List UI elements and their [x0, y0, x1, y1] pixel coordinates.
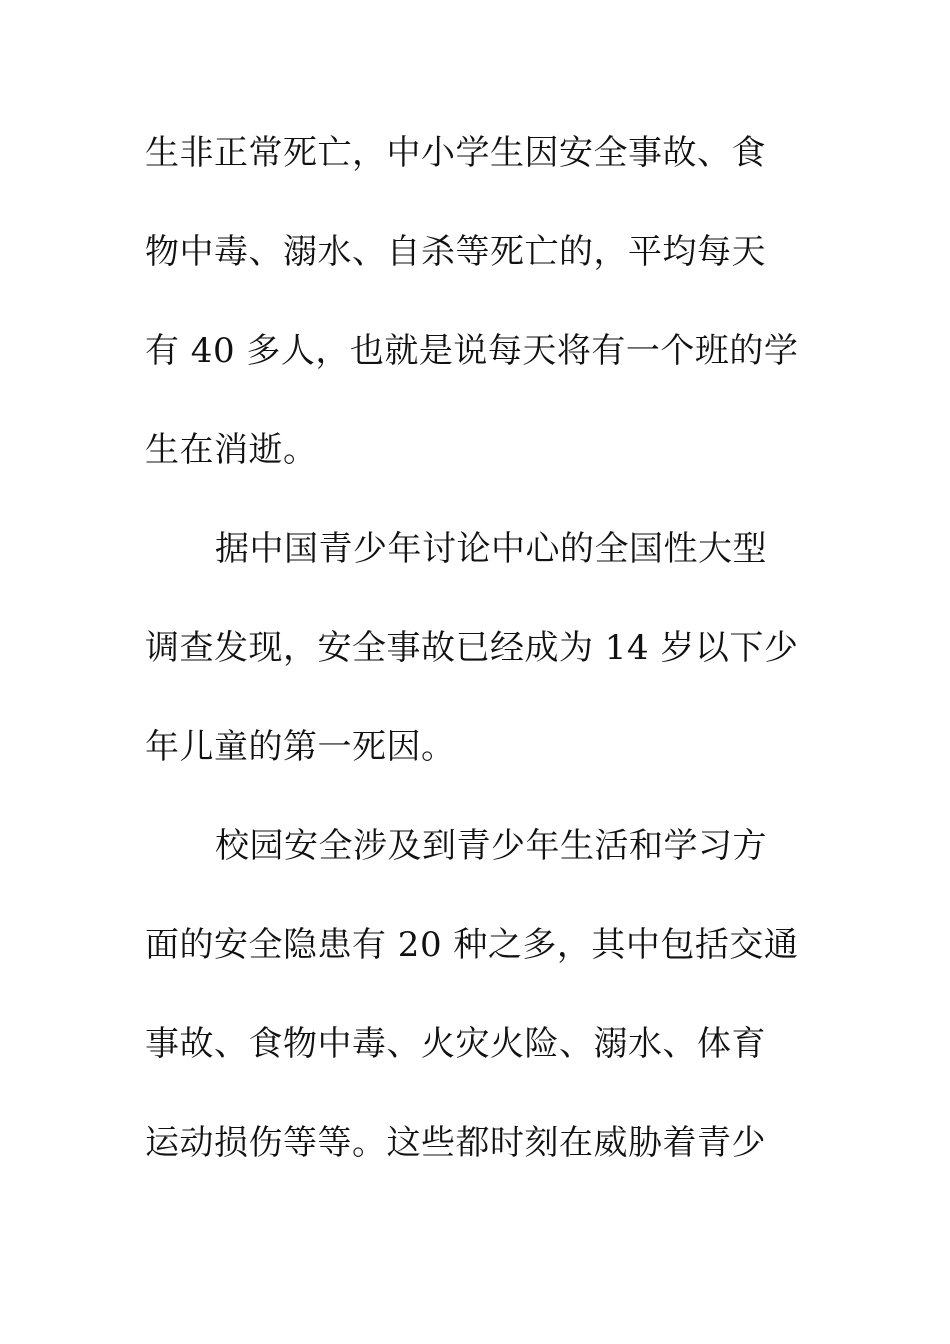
text-line: 生在消逝。 [145, 430, 318, 470]
text-line: 运动损伤等等。这些都时刻在威胁着青少 [145, 1123, 766, 1163]
text-line: 事故、食物中毒、火灾火险、溺水、体育 [145, 1024, 766, 1064]
text-line: 有 40 多人，也就是说每天将有一个班的学 [145, 331, 799, 371]
text-line: 年儿童的第一死因。 [145, 727, 456, 767]
text-line: 生非正常死亡，中小学生因安全事故、食 [145, 133, 766, 173]
paragraph-first-line: 据中国青少年讨论中心的全国性大型 [215, 529, 767, 569]
text-line: 物中毒、溺水、自杀等死亡的，平均每天 [145, 232, 766, 272]
paragraph-first-line: 校园安全涉及到青少年生活和学习方 [215, 826, 767, 866]
text-line: 调查发现，安全事故已经成为 14 岁以下少 [145, 628, 799, 668]
text-line: 面的安全隐患有 20 种之多，其中包括交通 [145, 925, 799, 965]
